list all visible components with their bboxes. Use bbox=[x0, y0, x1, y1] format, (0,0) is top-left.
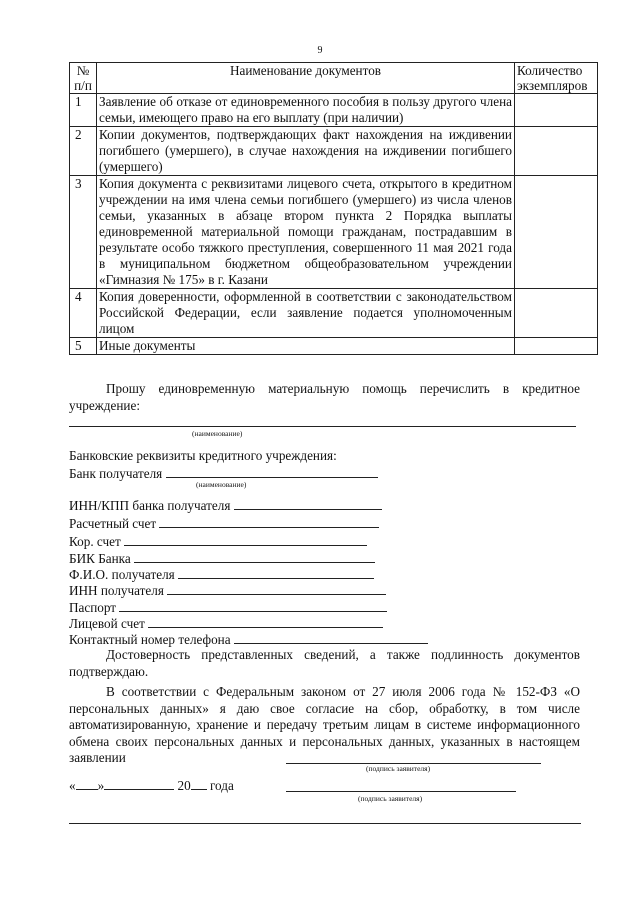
date-open-quote: « bbox=[69, 778, 76, 793]
final-signature-caption: (подпись заявителя) bbox=[358, 794, 423, 803]
date-year-word: года bbox=[209, 778, 234, 793]
transfer-request-text: Прошу единовременную материальную помощь перечислить в кредитное учреждение: bbox=[69, 381, 580, 413]
passport-field bbox=[69, 599, 387, 616]
table-row bbox=[70, 289, 598, 338]
inn-kpp-label: ИНН/КПП банка получателя bbox=[69, 498, 231, 513]
row-num: 3 bbox=[70, 176, 97, 289]
month-input-line[interactable] bbox=[104, 777, 174, 790]
inn-label: ИНН получателя bbox=[69, 583, 164, 598]
header-count: Количество экземпляров bbox=[515, 63, 598, 94]
table-row bbox=[70, 94, 598, 127]
fio-input-line[interactable] bbox=[178, 566, 374, 579]
row-name: Копия документа с реквизитами лицевого счета, открытого в кредитном учреждении на имя члена семьи погибшего (умершего) из числа членов семьи, указанных в абзаце втором пункта 2 Порядка выплаты единовременной материальной помощи гражданам, пострадавшим в результате особо тяжкого преступления, совершенного 11 мая 2021 года в муниципальном бюджетном общеобразовательном учреждении «Гимназия № 175» в г. Казани bbox=[97, 176, 515, 289]
bank-caption: (наименование) bbox=[196, 480, 247, 489]
phone-field bbox=[69, 631, 428, 648]
phone-label: Контактный номер телефона bbox=[69, 632, 231, 647]
personal-account-label: Лицевой счет bbox=[69, 616, 145, 631]
passport-input-line[interactable] bbox=[119, 599, 387, 612]
corr-field bbox=[69, 533, 367, 550]
row-name: Заявление об отказе от единовременного пособия в пользу другого члена семьи, имеющего право на его выплату (при наличии) bbox=[97, 94, 515, 127]
row-count bbox=[515, 338, 598, 355]
bik-label: БИК Банка bbox=[69, 551, 131, 566]
passport-label: Паспорт bbox=[69, 600, 117, 615]
bik-field bbox=[69, 550, 375, 567]
header-num: № п/п bbox=[70, 63, 97, 94]
fio-field bbox=[69, 566, 374, 583]
inn-kpp-input-line[interactable] bbox=[234, 497, 382, 510]
corr-label: Кор. счет bbox=[69, 534, 121, 549]
row-count bbox=[515, 176, 598, 289]
date-field bbox=[69, 777, 234, 794]
row-num: 1 bbox=[70, 94, 97, 127]
row-count bbox=[515, 94, 598, 127]
row-name: Иные документы bbox=[97, 338, 515, 355]
inn-kpp-field bbox=[69, 497, 382, 514]
account-label: Расчетный счет bbox=[69, 516, 157, 531]
bank-name-caption: (наименование) bbox=[192, 429, 243, 438]
day-input-line[interactable] bbox=[76, 777, 98, 790]
row-count bbox=[515, 289, 598, 338]
bank-input-line[interactable] bbox=[166, 465, 378, 478]
row-count bbox=[515, 127, 598, 176]
bank-details-title: Банковские реквизиты кредитного учреждения: bbox=[69, 448, 337, 463]
corr-input-line[interactable] bbox=[124, 533, 367, 546]
documents-table bbox=[69, 62, 598, 355]
bottom-rule bbox=[69, 823, 581, 824]
table-row bbox=[70, 338, 598, 355]
row-name: Копия доверенности, оформленной в соответствии с законодательством Российской Федерации, если заявление подается уполномоченным лицом bbox=[97, 289, 515, 338]
consent-signature-caption: (подпись заявителя) bbox=[366, 764, 431, 773]
page-number: 9 bbox=[317, 45, 323, 56]
fio-label: Ф.И.О. получателя bbox=[69, 567, 175, 582]
row-name: Копии документов, подтверждающих факт нахождения на иждивении погибшего (умершего), в случае нахождения на иждивении погибшего (умершего) bbox=[97, 127, 515, 176]
phone-input-line[interactable] bbox=[234, 631, 428, 644]
account-input-line[interactable] bbox=[159, 515, 379, 528]
inn-input-line[interactable] bbox=[167, 582, 386, 595]
table-row bbox=[70, 176, 598, 289]
header-name: Наименование документов bbox=[97, 63, 515, 94]
date-close-quote: » bbox=[97, 778, 105, 793]
final-signature-line[interactable] bbox=[286, 791, 516, 792]
table-row bbox=[70, 127, 598, 176]
table-header-row bbox=[70, 63, 598, 94]
account-field bbox=[69, 515, 379, 532]
bik-input-line[interactable] bbox=[134, 550, 375, 563]
confirm-text: Достоверность представленных сведений, а также подлинность документов подтверждаю. bbox=[69, 647, 580, 679]
inn-field bbox=[69, 582, 386, 599]
row-num: 2 bbox=[70, 127, 97, 176]
row-num: 4 bbox=[70, 289, 97, 338]
personal-account-input-line[interactable] bbox=[148, 615, 383, 628]
personal-account-field bbox=[69, 615, 383, 632]
bank-label: Банк получателя bbox=[69, 466, 163, 481]
row-num: 5 bbox=[70, 338, 97, 355]
consent-text: В соответствии с Федеральным законом от 27 июля 2006 года № 152-ФЗ «О персональных данных» я даю свое согласие на сбор, обработку, в том числе автоматизированную, хранение и передачу третьим лицам в системе информационного обмена своих персональных данных и персональных данных, указанных в настоящем заявлении bbox=[69, 684, 580, 765]
date-year-prefix: 20 bbox=[177, 778, 191, 793]
year-input-line[interactable] bbox=[191, 777, 207, 790]
bank-name-line[interactable] bbox=[69, 426, 576, 427]
